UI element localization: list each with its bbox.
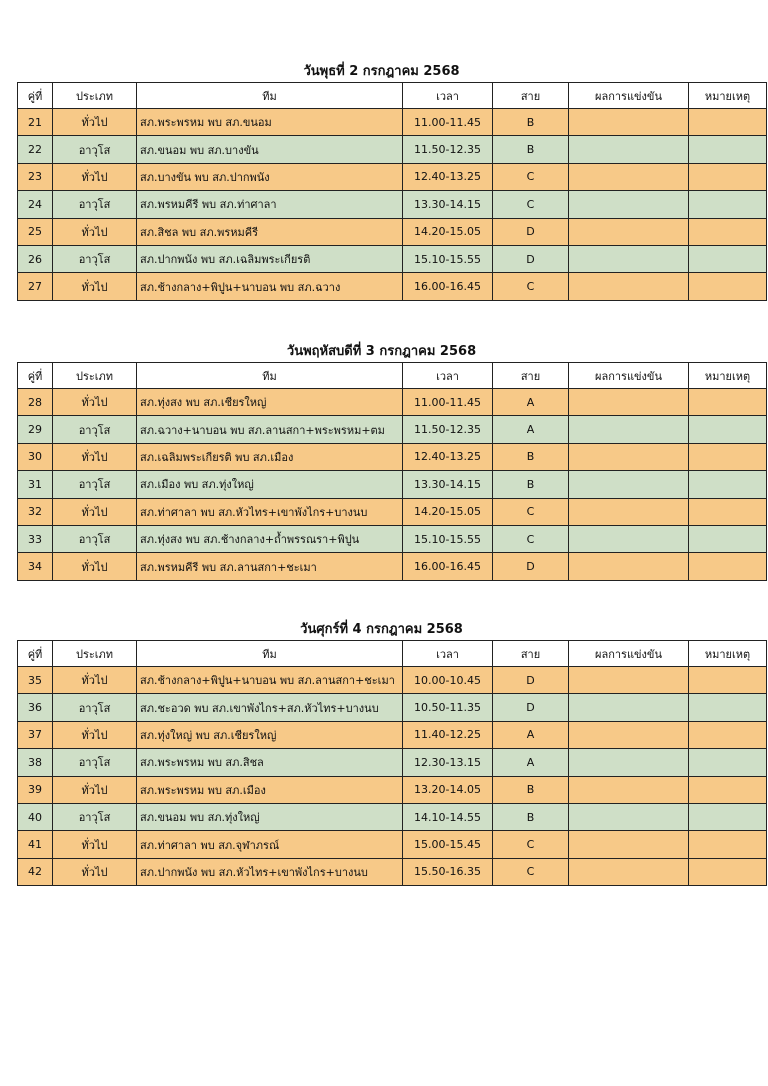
teams-cell: สภ.พระพรหม พบ สภ.เมือง: [137, 776, 403, 803]
match-type-cell: ทั่วไป: [53, 776, 137, 803]
teams-cell: สภ.ฉวาง+นาบอน พบ สภ.ลานสกา+พระพรหม+ตม: [137, 416, 403, 443]
table-row: [18, 109, 767, 136]
result-cell: [569, 667, 689, 694]
note-cell: [689, 831, 767, 858]
note-cell: [689, 667, 767, 694]
match-number-cell: 29: [18, 416, 53, 443]
table-row: [18, 389, 767, 416]
time-cell: 15.10-15.55: [403, 525, 493, 552]
match-number-cell: 31: [18, 471, 53, 498]
match-number-cell: 36: [18, 694, 53, 721]
time-cell: 11.40-12.25: [403, 721, 493, 748]
group-cell: D: [493, 553, 569, 580]
match-type-cell: ทั่วไป: [53, 218, 137, 245]
note-cell: [689, 471, 767, 498]
table-row: [18, 443, 767, 470]
group-cell: C: [493, 191, 569, 218]
time-cell: 12.40-13.25: [403, 443, 493, 470]
group-cell: B: [493, 136, 569, 163]
note-cell: [689, 218, 767, 245]
note-cell: [689, 525, 767, 552]
header-type: ประเภท: [53, 363, 137, 389]
time-cell: 10.50-11.35: [403, 694, 493, 721]
group-cell: A: [493, 749, 569, 776]
time-cell: 13.30-14.15: [403, 191, 493, 218]
match-number-cell: 41: [18, 831, 53, 858]
time-cell: 14.10-14.55: [403, 803, 493, 830]
result-cell: [569, 245, 689, 272]
teams-cell: สภ.พรหมคีรี พบ สภ.ท่าศาลา: [137, 191, 403, 218]
match-number-cell: 30: [18, 443, 53, 470]
match-type-cell: อาวุโส: [53, 471, 137, 498]
note-cell: [689, 858, 767, 885]
group-cell: C: [493, 163, 569, 190]
match-type-cell: ทั่วไป: [53, 389, 137, 416]
match-type-cell: ทั่วไป: [53, 721, 137, 748]
teams-cell: สภ.ทุ่งสง พบ สภ.เชียรใหญ่: [137, 389, 403, 416]
header-match: คู่ที่: [18, 83, 53, 109]
match-number-cell: 25: [18, 218, 53, 245]
table-row: [18, 858, 767, 885]
result-cell: [569, 389, 689, 416]
header-note: หมายเหตุ: [689, 641, 767, 667]
time-cell: 16.00-16.45: [403, 273, 493, 300]
match-number-cell: 37: [18, 721, 53, 748]
time-cell: 11.00-11.45: [403, 389, 493, 416]
schedule-table: [17, 362, 767, 581]
match-type-cell: ทั่วไป: [53, 163, 137, 190]
result-cell: [569, 721, 689, 748]
teams-cell: สภ.เฉลิมพระเกียรติ พบ สภ.เมือง: [137, 443, 403, 470]
match-number-cell: 35: [18, 667, 53, 694]
result-cell: [569, 803, 689, 830]
table-row: [18, 273, 767, 300]
note-cell: [689, 273, 767, 300]
match-number-cell: 28: [18, 389, 53, 416]
match-type-cell: ทั่วไป: [53, 498, 137, 525]
teams-cell: สภ.ปากพนัง พบ สภ.หัวไทร+เขาพังไกร+บางนบ: [137, 858, 403, 885]
time-cell: 11.50-12.35: [403, 136, 493, 163]
table-row: [18, 721, 767, 748]
schedule-table: [17, 640, 767, 886]
header-result: ผลการแข่งขัน: [569, 641, 689, 667]
result-cell: [569, 831, 689, 858]
time-cell: 13.30-14.15: [403, 471, 493, 498]
note-cell: [689, 776, 767, 803]
match-type-cell: ทั่วไป: [53, 553, 137, 580]
schedule-section-day3: [17, 620, 751, 886]
time-cell: 14.20-15.05: [403, 218, 493, 245]
note-cell: [689, 191, 767, 218]
time-cell: 12.40-13.25: [403, 163, 493, 190]
match-type-cell: ทั่วไป: [53, 273, 137, 300]
table-row: [18, 803, 767, 830]
result-cell: [569, 525, 689, 552]
teams-cell: สภ.ขนอม พบ สภ.ทุ่งใหญ่: [137, 803, 403, 830]
teams-cell: สภ.พรหมคีรี พบ สภ.ลานสกา+ชะเมา: [137, 553, 403, 580]
group-cell: B: [493, 443, 569, 470]
result-cell: [569, 191, 689, 218]
table-header-row: [18, 641, 767, 667]
match-type-cell: อาวุโส: [53, 525, 137, 552]
table-row: [18, 471, 767, 498]
match-number-cell: 22: [18, 136, 53, 163]
match-number-cell: 39: [18, 776, 53, 803]
table-header-row: [18, 83, 767, 109]
teams-cell: สภ.ปากพนัง พบ สภ.เฉลิมพระเกียรติ: [137, 245, 403, 272]
result-cell: [569, 471, 689, 498]
result-cell: [569, 694, 689, 721]
result-cell: [569, 163, 689, 190]
time-cell: 12.30-13.15: [403, 749, 493, 776]
group-cell: B: [493, 776, 569, 803]
match-type-cell: อาวุโส: [53, 694, 137, 721]
group-cell: D: [493, 218, 569, 245]
match-type-cell: อาวุโส: [53, 245, 137, 272]
teams-cell: สภ.เมือง พบ สภ.ทุ่งใหญ่: [137, 471, 403, 498]
teams-cell: สภ.ช้างกลาง+พิปูน+นาบอน พบ สภ.ลานสกา+ชะเมา: [137, 667, 403, 694]
schedule-section-day2: [17, 342, 751, 581]
schedule-section-day1: [17, 62, 751, 301]
table-row: [18, 667, 767, 694]
match-type-cell: ทั่วไป: [53, 667, 137, 694]
result-cell: [569, 749, 689, 776]
result-cell: [569, 553, 689, 580]
teams-cell: สภ.ช้างกลาง+พิปูน+นาบอน พบ สภ.ฉวาง: [137, 273, 403, 300]
group-cell: D: [493, 245, 569, 272]
teams-cell: สภ.ท่าศาลา พบ สภ.จุฬาภรณ์: [137, 831, 403, 858]
result-cell: [569, 109, 689, 136]
table-row: [18, 498, 767, 525]
note-cell: [689, 803, 767, 830]
note-cell: [689, 553, 767, 580]
match-number-cell: 40: [18, 803, 53, 830]
teams-cell: สภ.ชะอวด พบ สภ.เขาพังไกร+สภ.หัวไทร+บางนบ: [137, 694, 403, 721]
time-cell: 15.50-16.35: [403, 858, 493, 885]
time-cell: 15.10-15.55: [403, 245, 493, 272]
group-cell: A: [493, 416, 569, 443]
result-cell: [569, 443, 689, 470]
match-type-cell: อาวุโส: [53, 191, 137, 218]
match-number-cell: 42: [18, 858, 53, 885]
match-type-cell: ทั่วไป: [53, 109, 137, 136]
match-number-cell: 38: [18, 749, 53, 776]
day-title: วันพุธที่ 2 กรกฎาคม 2568: [303, 64, 460, 79]
table-row: [18, 163, 767, 190]
note-cell: [689, 163, 767, 190]
note-cell: [689, 721, 767, 748]
header-group: สาย: [493, 641, 569, 667]
table-row: [18, 245, 767, 272]
time-cell: 11.00-11.45: [403, 109, 493, 136]
table-row: [18, 416, 767, 443]
table-row: [18, 776, 767, 803]
group-cell: C: [493, 831, 569, 858]
teams-cell: สภ.ท่าศาลา พบ สภ.หัวไทร+เขาพังไกร+บางนบ: [137, 498, 403, 525]
teams-cell: สภ.พระพรหม พบ สภ.สิชล: [137, 749, 403, 776]
time-cell: 16.00-16.45: [403, 553, 493, 580]
match-number-cell: 23: [18, 163, 53, 190]
teams-cell: สภ.ขนอม พบ สภ.บางขัน: [137, 136, 403, 163]
day-title: วันศุกร์ที่ 4 กรกฎาคม 2568: [300, 622, 463, 637]
header-note: หมายเหตุ: [689, 363, 767, 389]
result-cell: [569, 858, 689, 885]
time-cell: 14.20-15.05: [403, 498, 493, 525]
teams-cell: สภ.พระพรหม พบ สภ.ขนอม: [137, 109, 403, 136]
group-cell: D: [493, 667, 569, 694]
table-row: [18, 694, 767, 721]
schedule-table: [17, 82, 767, 301]
header-match: คู่ที่: [18, 641, 53, 667]
group-cell: C: [493, 525, 569, 552]
match-type-cell: อาวุโส: [53, 136, 137, 163]
match-type-cell: อาวุโส: [53, 803, 137, 830]
group-cell: B: [493, 471, 569, 498]
table-row: [18, 191, 767, 218]
match-type-cell: ทั่วไป: [53, 443, 137, 470]
match-number-cell: 32: [18, 498, 53, 525]
header-group: สาย: [493, 83, 569, 109]
header-team: ทีม: [137, 641, 403, 667]
note-cell: [689, 389, 767, 416]
time-cell: 13.20-14.05: [403, 776, 493, 803]
table-header-row: [18, 363, 767, 389]
teams-cell: สภ.บางขัน พบ สภ.ปากพนัง: [137, 163, 403, 190]
time-cell: 11.50-12.35: [403, 416, 493, 443]
header-group: สาย: [493, 363, 569, 389]
teams-cell: สภ.ทุ่งสง พบ สภ.ช้างกลาง+ถ้ำพรรณรา+พิปูน: [137, 525, 403, 552]
result-cell: [569, 498, 689, 525]
group-cell: C: [493, 498, 569, 525]
note-cell: [689, 136, 767, 163]
teams-cell: สภ.ทุ่งใหญ่ พบ สภ.เชียรใหญ่: [137, 721, 403, 748]
group-cell: D: [493, 694, 569, 721]
match-number-cell: 21: [18, 109, 53, 136]
table-row: [18, 136, 767, 163]
teams-cell: สภ.สิชล พบ สภ.พรหมคีรี: [137, 218, 403, 245]
table-row: [18, 553, 767, 580]
table-row: [18, 525, 767, 552]
note-cell: [689, 498, 767, 525]
header-type: ประเภท: [53, 641, 137, 667]
note-cell: [689, 694, 767, 721]
header-type: ประเภท: [53, 83, 137, 109]
table-row: [18, 218, 767, 245]
header-team: ทีม: [137, 83, 403, 109]
result-cell: [569, 273, 689, 300]
note-cell: [689, 416, 767, 443]
match-type-cell: อาวุโส: [53, 749, 137, 776]
group-cell: B: [493, 803, 569, 830]
group-cell: A: [493, 389, 569, 416]
time-cell: 15.00-15.45: [403, 831, 493, 858]
group-cell: A: [493, 721, 569, 748]
header-result: ผลการแข่งขัน: [569, 83, 689, 109]
match-type-cell: อาวุโส: [53, 416, 137, 443]
day-title: วันพฤหัสบดีที่ 3 กรกฎาคม 2568: [286, 344, 477, 359]
match-number-cell: 26: [18, 245, 53, 272]
header-team: ทีม: [137, 363, 403, 389]
header-time: เวลา: [403, 641, 493, 667]
group-cell: B: [493, 109, 569, 136]
result-cell: [569, 416, 689, 443]
header-time: เวลา: [403, 83, 493, 109]
result-cell: [569, 776, 689, 803]
header-result: ผลการแข่งขัน: [569, 363, 689, 389]
table-row: [18, 831, 767, 858]
match-number-cell: 24: [18, 191, 53, 218]
table-row: [18, 749, 767, 776]
group-cell: C: [493, 858, 569, 885]
note-cell: [689, 245, 767, 272]
header-match: คู่ที่: [18, 363, 53, 389]
match-number-cell: 34: [18, 553, 53, 580]
match-number-cell: 33: [18, 525, 53, 552]
result-cell: [569, 136, 689, 163]
note-cell: [689, 109, 767, 136]
header-time: เวลา: [403, 363, 493, 389]
group-cell: C: [493, 273, 569, 300]
note-cell: [689, 749, 767, 776]
result-cell: [569, 218, 689, 245]
match-type-cell: ทั่วไป: [53, 858, 137, 885]
note-cell: [689, 443, 767, 470]
match-type-cell: ทั่วไป: [53, 831, 137, 858]
match-number-cell: 27: [18, 273, 53, 300]
header-note: หมายเหตุ: [689, 83, 767, 109]
time-cell: 10.00-10.45: [403, 667, 493, 694]
